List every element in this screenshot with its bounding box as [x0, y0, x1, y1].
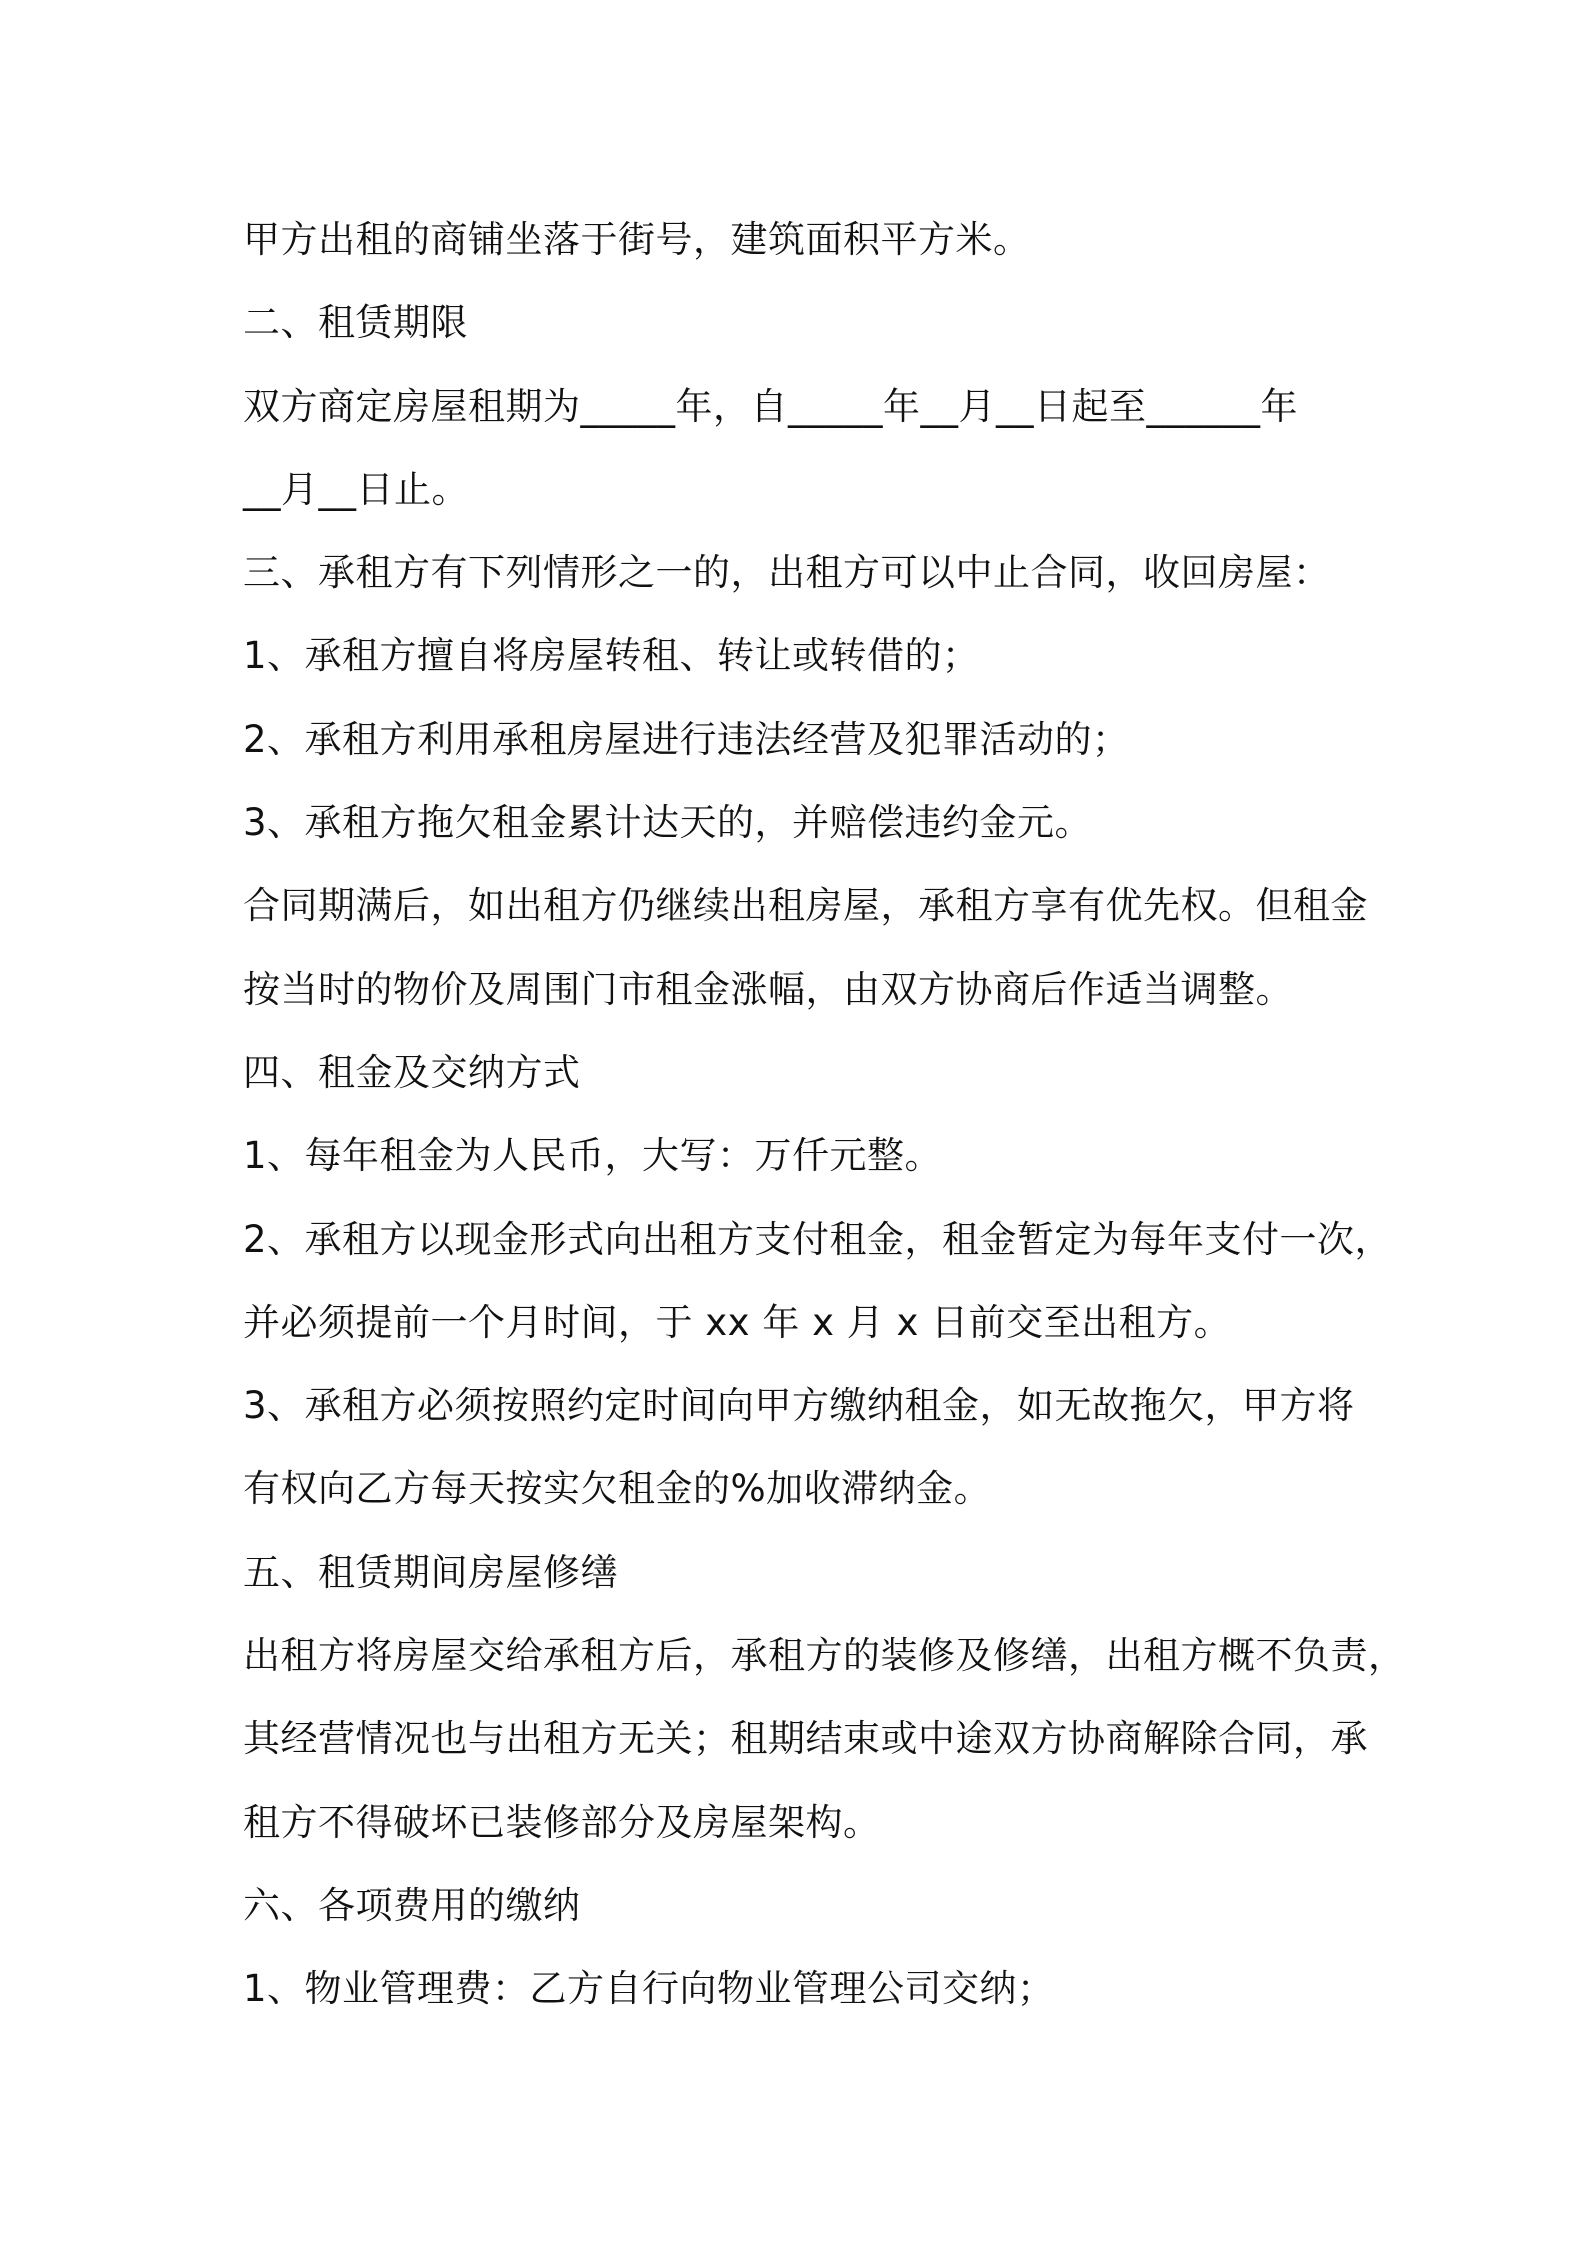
- text-line: 1、每年租金为人民币，大写：万仟元整。: [243, 1134, 943, 1178]
- text-line: 其经营情况也与出租方无关；租期结束或中途双方协商解除合同，承: [243, 1717, 1368, 1761]
- text-line: 3、承租方必须按照约定时间向甲方缴纳租金，如无故拖欠，甲方将: [243, 1384, 1355, 1428]
- section-heading: 六、各项费用的缴纳: [243, 1883, 581, 1927]
- section-heading: 四、租金及交纳方式: [243, 1050, 581, 1094]
- text-line: 甲方出租的商铺坐落于街号，建筑面积平方米。: [243, 218, 1031, 261]
- section-heading: 三、承租方有下列情形之一的，出租方可以中止合同，收回房屋：: [243, 551, 1331, 595]
- text-line: 1、承租方擅自将房屋转租、转让或转借的；: [243, 634, 980, 678]
- text-line: __月__日止。: [243, 467, 469, 511]
- text-line: 2、承租方利用承租房屋进行违法经营及犯罪活动的；: [243, 717, 1130, 761]
- text-line: 1、物业管理费：乙方自行向物业管理公司交纳；: [243, 1967, 1055, 2011]
- text-line: 2、承租方以现金形式向出租方支付租金，租金暂定为每年支付一次，: [243, 1217, 1393, 1261]
- text-line: 3、承租方拖欠租金累计达天的，并赔偿违约金元。: [243, 801, 1093, 845]
- text-line: 双方商定房屋租期为_____年，自_____年__月__日起至______年: [243, 384, 1298, 428]
- section-heading: 二、租赁期限: [243, 301, 468, 345]
- text-line: 租方不得破坏已装修部分及房屋架构。: [243, 1800, 881, 1844]
- text-line: 按当时的物价及周围门市租金涨幅，由双方协商后作适当调整。: [243, 967, 1293, 1011]
- section-heading: 五、租赁期间房屋修缮: [243, 1550, 618, 1594]
- document-body: [243, 198, 1406, 2031]
- text-line: 并必须提前一个月时间，于 xx 年 x 月 x 日前交至出租方。: [243, 1300, 1232, 1344]
- text-line: 合同期满后，如出租方仍继续出租房屋，承租方享有优先权。但租金: [243, 884, 1368, 928]
- text-line: 出租方将房屋交给承租方后，承租方的装修及修缮，出租方概不负责，: [243, 1634, 1406, 1678]
- text-line: 有权向乙方每天按实欠租金的%加收滞纳金。: [243, 1467, 992, 1511]
